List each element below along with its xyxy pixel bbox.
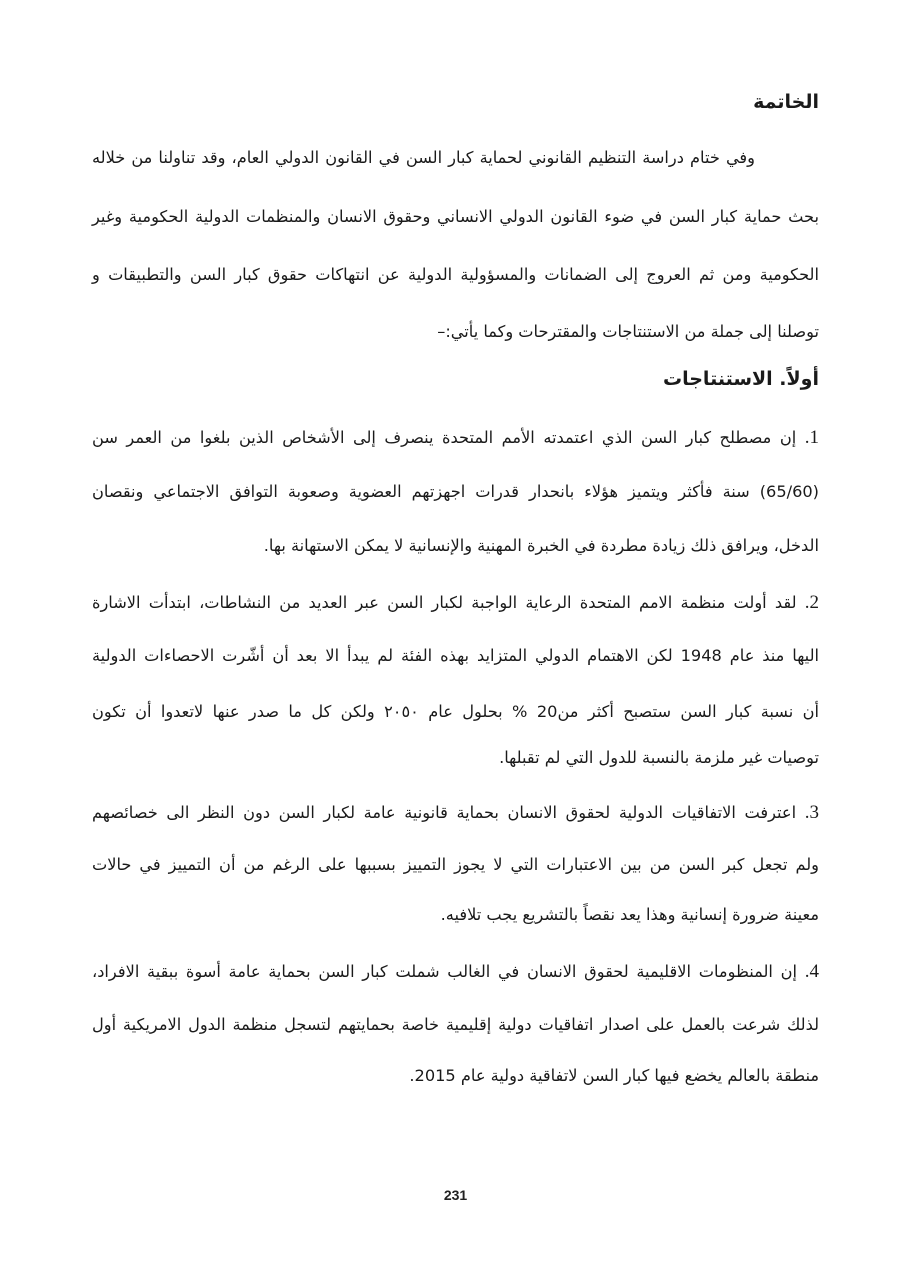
item-1-line-1 bbox=[92, 428, 819, 447]
item-number: 1. bbox=[804, 427, 819, 448]
item-text: لقد أولت منظمة الامم المتحدة الرعاية الواجبة لكبار السن عبر العديد من النشاطات، ابتدأت الاشارة bbox=[92, 593, 797, 612]
item-1-line-2: (65/60) سنة فأكثر ويتميز هؤلاء بانحدار قدرات اجهزتهم العضوية وصعوبة التوافق الاجتماعي ونقصان bbox=[92, 482, 819, 501]
intro-line-3: الحكومية ومن ثم العروج إلى الضمانات والمسؤولية الدولية عن انتهاكات حقوق كبار السن والتطبيقات و bbox=[92, 265, 819, 284]
item-number: 3. bbox=[804, 802, 819, 823]
intro-line-2: بحث حماية كبار السن في ضوء القانون الدولي الانساني وحقوق الانسان والمنظمات الدولية الحكومية وغير bbox=[92, 207, 819, 226]
item-4-line-3: منطقة بالعالم يخضع فيها كبار السن لاتفاقية دولية عام 2015. bbox=[409, 1066, 819, 1085]
item-2-line-4: توصيات غير ملزمة بالنسبة للدول التي لم تقبلها. bbox=[499, 748, 819, 767]
intro-line-4: توصلنا إلى جملة من الاستنتاجات والمقترحات وكما يأتي:– bbox=[437, 322, 819, 341]
item-2-line-1 bbox=[92, 593, 819, 612]
item-4-line-1 bbox=[92, 962, 819, 981]
item-number: 4. bbox=[804, 961, 819, 982]
item-3-line-3: معينة ضرورة إنسانية وهذا يعد نقصاً بالتشريع يجب تلافيه. bbox=[440, 905, 819, 924]
item-2-line-3: أن نسبة كبار السن ستصبح أكثر من20 % بحلول عام ٢٠٥٠ ولكن كل ما صدر عنها لاتعدوا أن تكون bbox=[92, 702, 819, 721]
item-text: إن المنظومات الاقليمية لحقوق الانسان في الغالب شملت كبار السن بحماية عامة أسوة ببقية الافراد، bbox=[92, 962, 798, 981]
item-text: اعترفت الاتفاقيات الدولية لحقوق الانسان بحماية قانونية عامة لكبار السن دون النظر الى خصائصهم bbox=[92, 803, 797, 822]
item-4-line-2: لذلك شرعت بالعمل على اصدار اتفاقيات دولية إقليمية خاصة بحمايتهم لتسجل منظمة الدول الامريكية أول bbox=[92, 1015, 819, 1034]
item-text: إن مصطلح كبار السن الذي اعتمدته الأمم المتحدة ينصرف إلى الأشخاص الذين بلغوا من العمر سن bbox=[92, 428, 797, 447]
intro-line-1: وفي ختام دراسة التنظيم القانوني لحماية كبار السن في القانون الدولي العام، وقد تناولنا من خلاله bbox=[92, 148, 755, 167]
conclusion-title: الخاتمة bbox=[753, 91, 819, 113]
item-number: 2. bbox=[804, 592, 819, 613]
page-number: 231 bbox=[443, 1187, 468, 1203]
section-heading-conclusions: أولاً. الاستنتاجات bbox=[663, 368, 819, 390]
item-3-line-1 bbox=[92, 803, 819, 822]
item-1-line-3: الدخل، ويرافق ذلك زيادة مطردة في الخبرة المهنية والإنسانية لا يمكن الاستهانة بها. bbox=[263, 536, 819, 555]
item-2-line-2: اليها منذ عام 1948 لكن الاهتمام الدولي المتزايد بهذه الفئة لم يبدأ الا بعد أن أشّرت الاحصاءات الدولية bbox=[92, 646, 819, 665]
item-3-line-2: ولم تجعل كبر السن من بين الاعتبارات التي لا يجوز التمييز بسببها على الرغم من أن التمييز في حالات bbox=[92, 855, 819, 874]
